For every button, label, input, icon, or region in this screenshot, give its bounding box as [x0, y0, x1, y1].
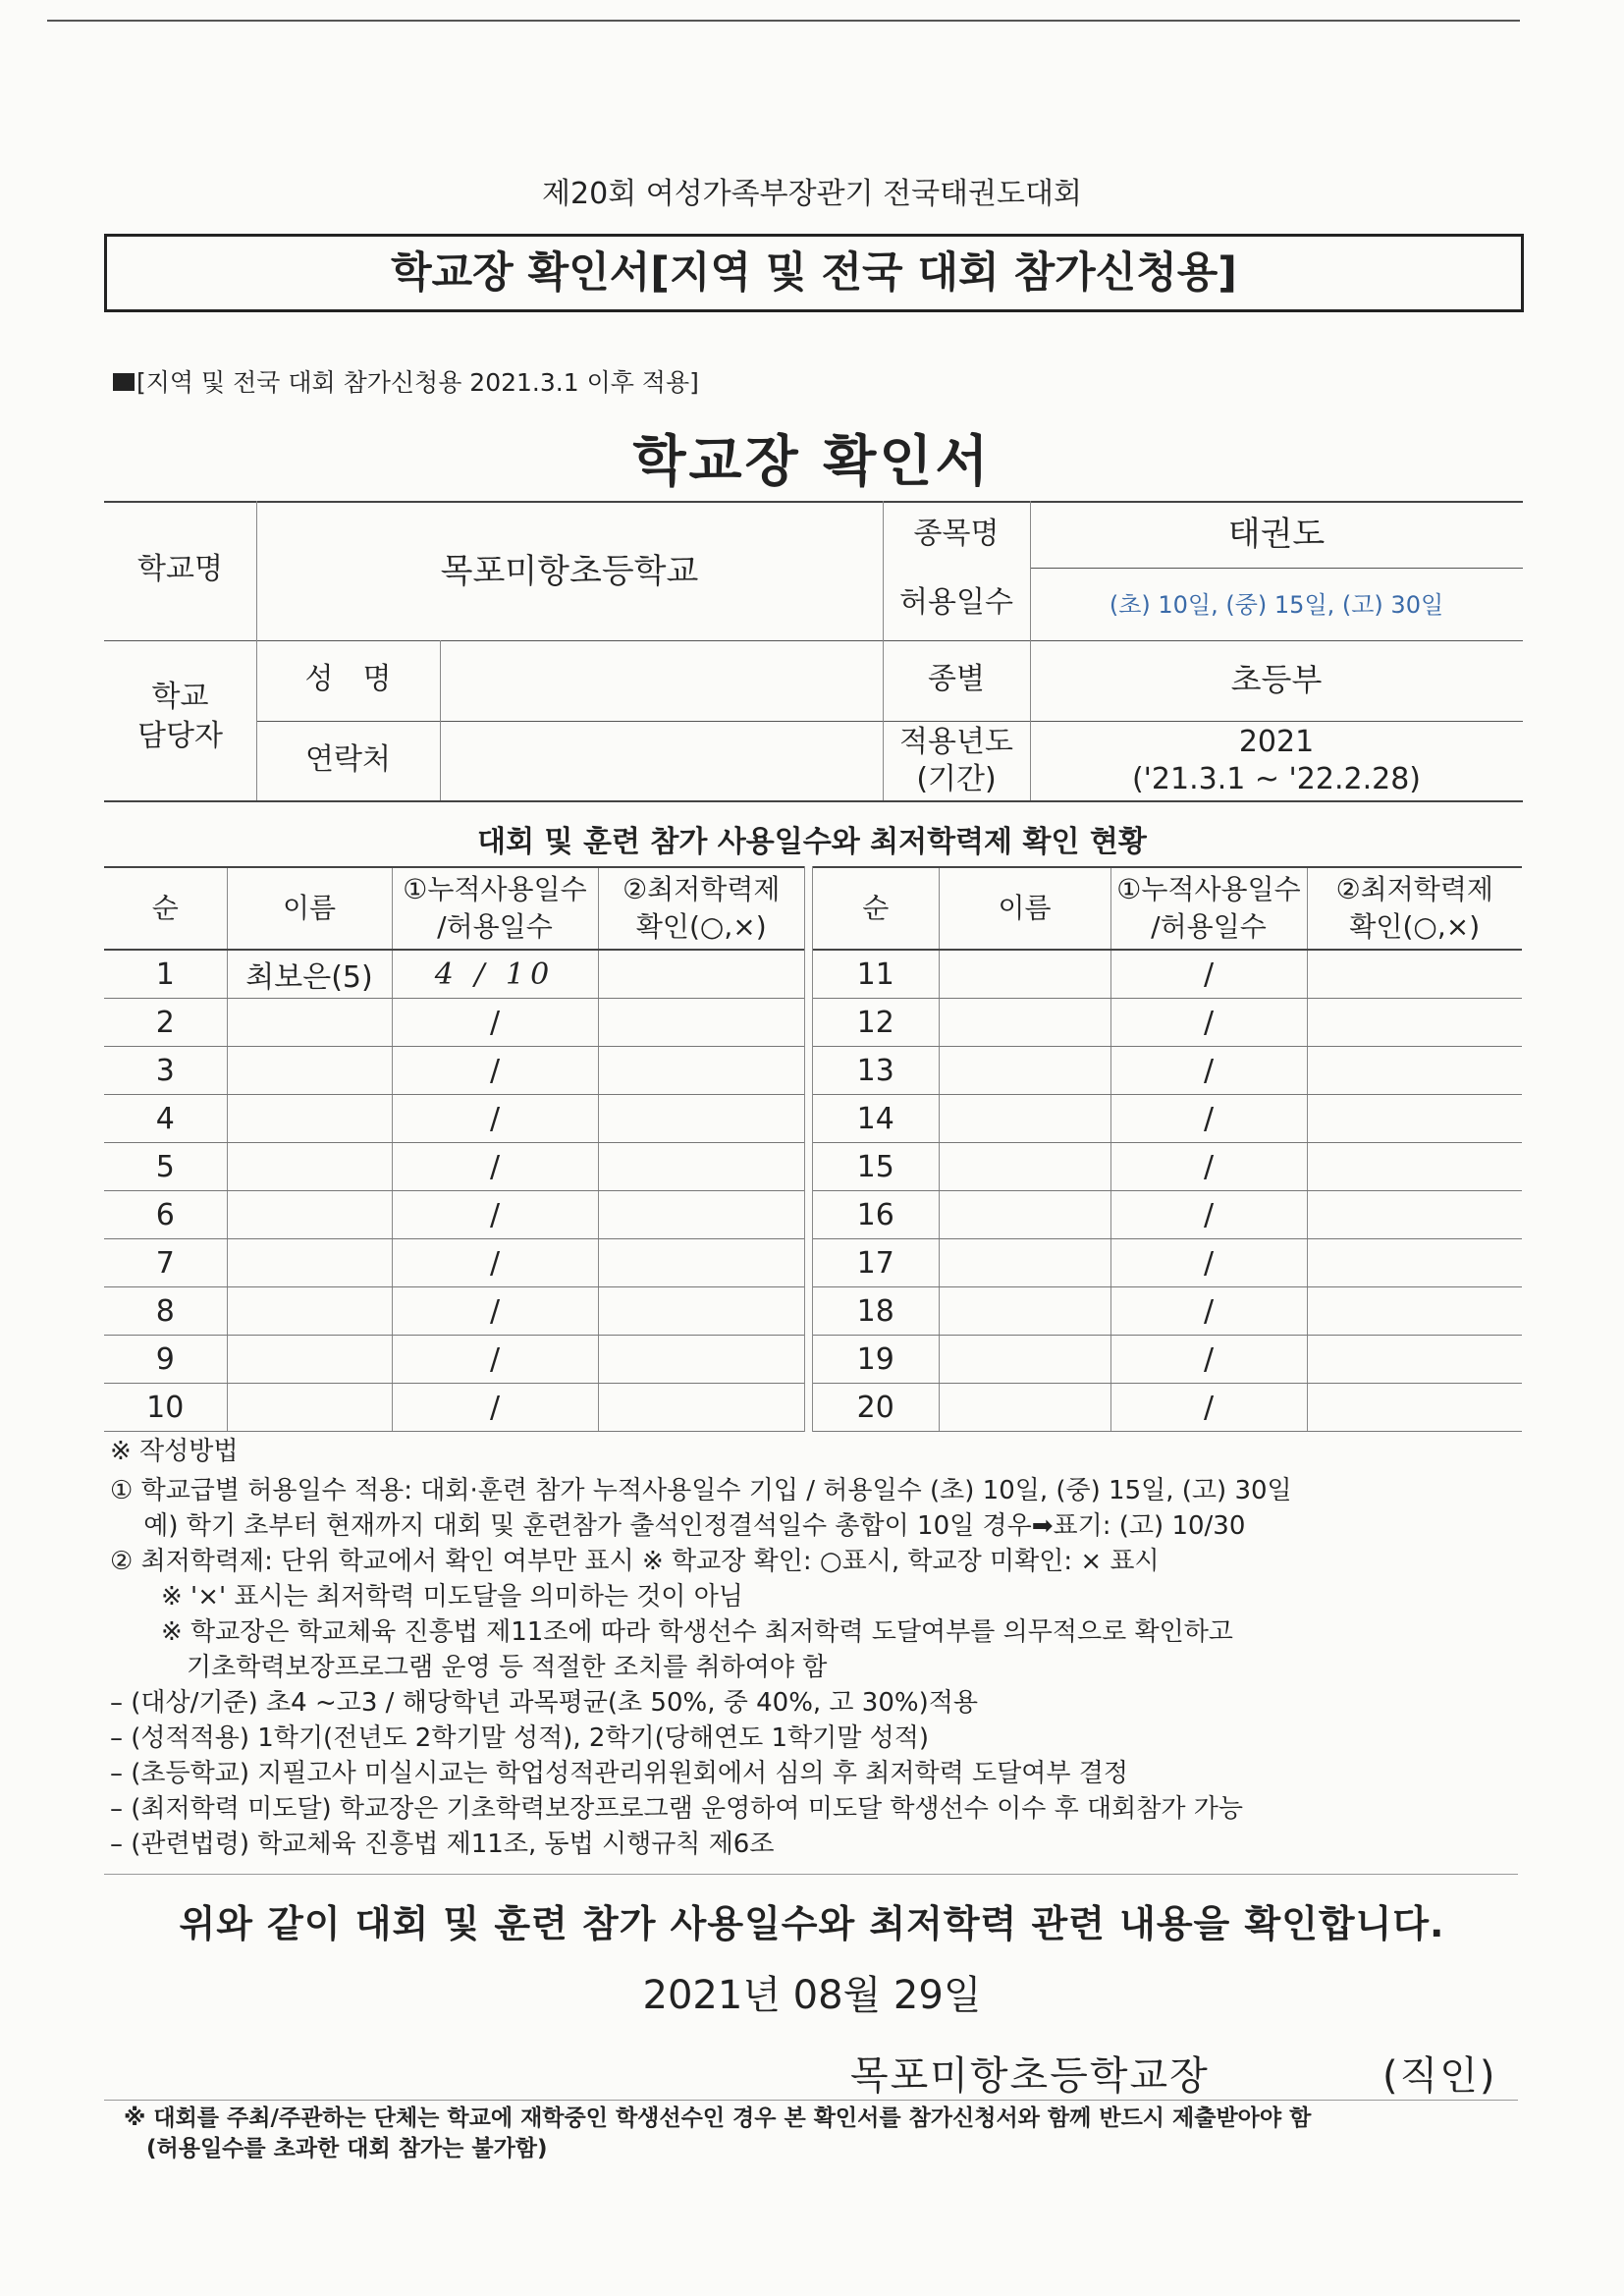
info-block: [104, 501, 1523, 800]
table-row: [104, 999, 804, 1047]
document-title: 학교장 확인서: [632, 430, 992, 494]
days-cell[interactable]: /: [392, 999, 598, 1047]
days-cell[interactable]: /: [392, 1047, 598, 1095]
check-cell[interactable]: [1307, 1047, 1522, 1095]
athlete-name-cell[interactable]: [227, 1336, 392, 1384]
days-cell[interactable]: /: [392, 1191, 598, 1239]
row-number: 10: [104, 1384, 227, 1432]
athlete-name-cell[interactable]: [227, 1191, 392, 1239]
table-row: [104, 1384, 804, 1432]
square-bullet-icon: [113, 373, 135, 391]
row-number: 16: [813, 1191, 939, 1239]
row-number: 5: [104, 1143, 227, 1191]
check-cell[interactable]: [1307, 1384, 1522, 1432]
note-line: ※ '×' 표시는 최저학력 미도달을 의미하는 것이 아님: [110, 1582, 743, 1612]
row-number: 9: [104, 1336, 227, 1384]
table-row: [104, 950, 804, 999]
official-seal-label: (직인): [1382, 2053, 1497, 2099]
check-cell[interactable]: [598, 1143, 804, 1191]
row-number: 1: [104, 950, 227, 999]
check-cell[interactable]: [598, 1047, 804, 1095]
row-number: 17: [813, 1239, 939, 1287]
days-cell[interactable]: /: [1110, 1287, 1307, 1336]
check-cell[interactable]: [598, 1384, 804, 1432]
days-cell[interactable]: 4 / 10: [392, 950, 598, 999]
row-number: 12: [813, 999, 939, 1047]
principal-name: 목포미항초등학교장: [850, 2053, 1210, 2099]
table-row: [813, 1336, 1522, 1384]
check-cell[interactable]: [1307, 1143, 1522, 1191]
allowed-days-value: (초) 10일, (중) 15일, (고) 30일: [1109, 591, 1444, 619]
note-line: – (초등학교) 지필고사 미실시교는 학업성적관리위원회에서 심의 후 최저학력 도달여부 결정: [110, 1759, 1128, 1788]
instructions: [110, 1434, 1524, 1862]
athlete-name-cell[interactable]: [939, 1191, 1110, 1239]
days-cell[interactable]: /: [1110, 1095, 1307, 1143]
row-number: 6: [104, 1191, 227, 1239]
athlete-name-cell[interactable]: [939, 1336, 1110, 1384]
note-line: 기초학력보장프로그램 운영 등 적절한 조치를 취하여야 함: [110, 1653, 828, 1682]
col-days-header: ①누적사용일수 /허용일수: [392, 867, 598, 950]
athlete-name-cell[interactable]: [939, 1047, 1110, 1095]
year-label-line1: 적용년도: [899, 725, 1013, 759]
athlete-name-cell[interactable]: [939, 1095, 1110, 1143]
table-row: [813, 999, 1522, 1047]
confirmation-statement: 위와 같이 대회 및 훈련 참가 사용일수와 최저학력 관련 내용을 확인합니다.: [179, 1902, 1445, 1945]
table-row: [813, 1239, 1522, 1287]
table-row: [104, 1095, 804, 1143]
row-number: 7: [104, 1239, 227, 1287]
table-header-row: [104, 867, 804, 950]
table-row: [104, 1336, 804, 1384]
col-name-header: 이름: [227, 867, 392, 950]
days-cell[interactable]: /: [1110, 1384, 1307, 1432]
note-line: – (관련법령) 학교체육 진흥법 제11조, 동법 시행규칙 제6조: [110, 1830, 775, 1859]
col-no-header: 순: [813, 867, 939, 950]
athlete-name-cell[interactable]: [227, 999, 392, 1047]
check-cell[interactable]: [598, 1287, 804, 1336]
row-number: 19: [813, 1336, 939, 1384]
note-line: ① 학교급별 허용일수 적용: 대회·훈련 참가 누적사용일수 기입 / 허용일수 (초) 10일, (중) 15일, (고) 30일: [110, 1476, 1292, 1505]
col-days-header: ①누적사용일수 /허용일수: [1110, 867, 1307, 950]
check-cell[interactable]: [598, 1336, 804, 1384]
athlete-name-cell[interactable]: [939, 1384, 1110, 1432]
table-row: [104, 1191, 804, 1239]
table-header-row: [813, 867, 1522, 950]
table-row: [104, 1047, 804, 1095]
check-cell[interactable]: [598, 999, 804, 1047]
check-cell[interactable]: [1307, 1191, 1522, 1239]
note-line: ※ 학교장은 학교체육 진흥법 제11조에 따라 학생선수 최저학력 도달여부를 의무적으로 확인하고: [110, 1617, 1233, 1647]
table-row: [104, 1143, 804, 1191]
division-value: 초등부: [1230, 661, 1323, 698]
year-label-line2: (기간): [916, 762, 997, 796]
event-title: 제20회 여성가족부장관기 전국태권도대회: [542, 177, 1082, 211]
row-number: 11: [813, 950, 939, 999]
table-title: 대회 및 훈련 참가 사용일수와 최저학력제 확인 현황: [477, 825, 1147, 859]
check-cell[interactable]: [598, 1191, 804, 1239]
col-no-header: 순: [104, 867, 227, 950]
check-cell[interactable]: [598, 1239, 804, 1287]
staff-label-line2: 담당자: [137, 719, 223, 753]
top-rule: [47, 20, 1520, 22]
year-period: ('21.3.1 ~ '22.2.28): [1131, 762, 1422, 796]
table-row: [813, 1047, 1522, 1095]
table-row: [813, 1143, 1522, 1191]
athlete-name-cell[interactable]: [939, 999, 1110, 1047]
form-title-box: 학교장 확인서[지역 및 전국 대회 참가신청용]: [104, 234, 1524, 312]
table-row: [813, 1287, 1522, 1336]
contact-label: 연락처: [305, 742, 391, 777]
division-label: 종별: [928, 662, 985, 696]
row-number: 13: [813, 1047, 939, 1095]
athlete-name-cell[interactable]: [939, 1143, 1110, 1191]
athlete-name-cell[interactable]: [227, 1287, 392, 1336]
footer-note: ※ 대회를 주최/주관하는 단체는 학교에 재학중인 학생선수인 경우 본 확인서를 참가신청서와 함께 반드시 제출받아야 함 (허용일수를 초과한 대회 참가는 불가함): [124, 2105, 1312, 2161]
divider: [104, 1874, 1518, 1875]
check-cell[interactable]: [1307, 1336, 1522, 1384]
note-line: ② 최저학력제: 단위 학교에서 확인 여부만 표시 ※ 학교장 확인: ○표시, 학교장 미확인: × 표시: [110, 1547, 1160, 1576]
athlete-table-right: [813, 866, 1522, 1432]
days-cell[interactable]: /: [392, 1095, 598, 1143]
table-row: [813, 1095, 1522, 1143]
allowed-days-label: 허용일수: [899, 585, 1013, 620]
athlete-name-cell[interactable]: [939, 1239, 1110, 1287]
note-line: – (대상/기준) 초4 ~고3 / 해당학년 과목평균(초 50%, 중 40%, 고 30%)적용: [110, 1688, 978, 1718]
divider: [104, 2100, 1518, 2101]
row-number: 20: [813, 1384, 939, 1432]
check-cell[interactable]: [1307, 999, 1522, 1047]
days-cell[interactable]: /: [1110, 1239, 1307, 1287]
row-number: 2: [104, 999, 227, 1047]
issue-date: 2021년 08월 29일: [642, 1973, 982, 2018]
row-number: 3: [104, 1047, 227, 1095]
days-cell[interactable]: /: [392, 1143, 598, 1191]
table-row: [104, 1239, 804, 1287]
days-cell[interactable]: /: [1110, 1336, 1307, 1384]
athlete-name-cell[interactable]: [227, 1239, 392, 1287]
check-cell[interactable]: [1307, 950, 1522, 999]
school-label: 학교명: [137, 552, 223, 586]
athlete-name-cell[interactable]: [227, 1384, 392, 1432]
athlete-name-cell[interactable]: [939, 1287, 1110, 1336]
days-cell[interactable]: /: [1110, 999, 1307, 1047]
col-name-header: 이름: [939, 867, 1110, 950]
days-cell[interactable]: /: [1110, 1191, 1307, 1239]
staff-label-line1: 학교: [151, 680, 209, 714]
check-cell[interactable]: [1307, 1239, 1522, 1287]
note-line: – (성적적용) 1학기(전년도 2학기말 성적), 2학기(당해연도 1학기말 성적): [110, 1723, 930, 1753]
days-cell[interactable]: /: [1110, 1143, 1307, 1191]
days-cell[interactable]: /: [1110, 1047, 1307, 1095]
days-cell[interactable]: /: [1110, 950, 1307, 999]
athlete-name-cell[interactable]: 최보은(5): [227, 950, 392, 999]
subnote: [113, 363, 699, 399]
athlete-name-cell[interactable]: [227, 1095, 392, 1143]
row-number: 14: [813, 1095, 939, 1143]
table-row: [813, 1191, 1522, 1239]
school-value: 목포미항초등학교: [440, 552, 699, 591]
table-row: [104, 1287, 804, 1336]
days-cell[interactable]: /: [392, 1384, 598, 1432]
sport-label: 종목명: [913, 517, 1000, 551]
note-line: – (최저학력 미도달) 학교장은 기초학력보장프로그램 운영하여 미도달 학생선수 이수 후 대회참가 가능: [110, 1794, 1243, 1824]
year-value: 2021: [1238, 725, 1315, 759]
col-check-header: ②최저학력제 확인(○,×): [598, 867, 804, 950]
table-row: [813, 1384, 1522, 1432]
row-number: 18: [813, 1287, 939, 1336]
row-number: 8: [104, 1287, 227, 1336]
days-cell[interactable]: /: [392, 1239, 598, 1287]
check-cell[interactable]: [598, 950, 804, 999]
athlete-name-cell[interactable]: [227, 1047, 392, 1095]
check-cell[interactable]: [1307, 1095, 1522, 1143]
days-cell[interactable]: /: [392, 1287, 598, 1336]
name-label: 성 명: [304, 662, 392, 696]
subnote-text: [지역 및 전국 대회 참가신청용 2021.3.1 이후 적용]: [136, 368, 699, 397]
check-cell[interactable]: [1307, 1287, 1522, 1336]
table-row: [813, 950, 1522, 999]
athlete-name-cell[interactable]: [227, 1143, 392, 1191]
row-number: 15: [813, 1143, 939, 1191]
note-line: ※ 작성방법: [110, 1437, 239, 1466]
table-divider: [804, 866, 813, 1432]
row-number: 4: [104, 1095, 227, 1143]
sport-value: 태권도: [1227, 515, 1326, 554]
athlete-name-cell[interactable]: [939, 950, 1110, 999]
note-line: 예) 학기 초부터 현재까지 대회 및 훈련참가 출석인정결석일수 총합이 10일 경우➡표기: (고) 10/30: [110, 1511, 1246, 1541]
col-check-header: ②최저학력제 확인(○,×): [1307, 867, 1522, 950]
days-cell[interactable]: /: [392, 1336, 598, 1384]
athlete-table-left: [104, 866, 804, 1432]
check-cell[interactable]: [598, 1095, 804, 1143]
